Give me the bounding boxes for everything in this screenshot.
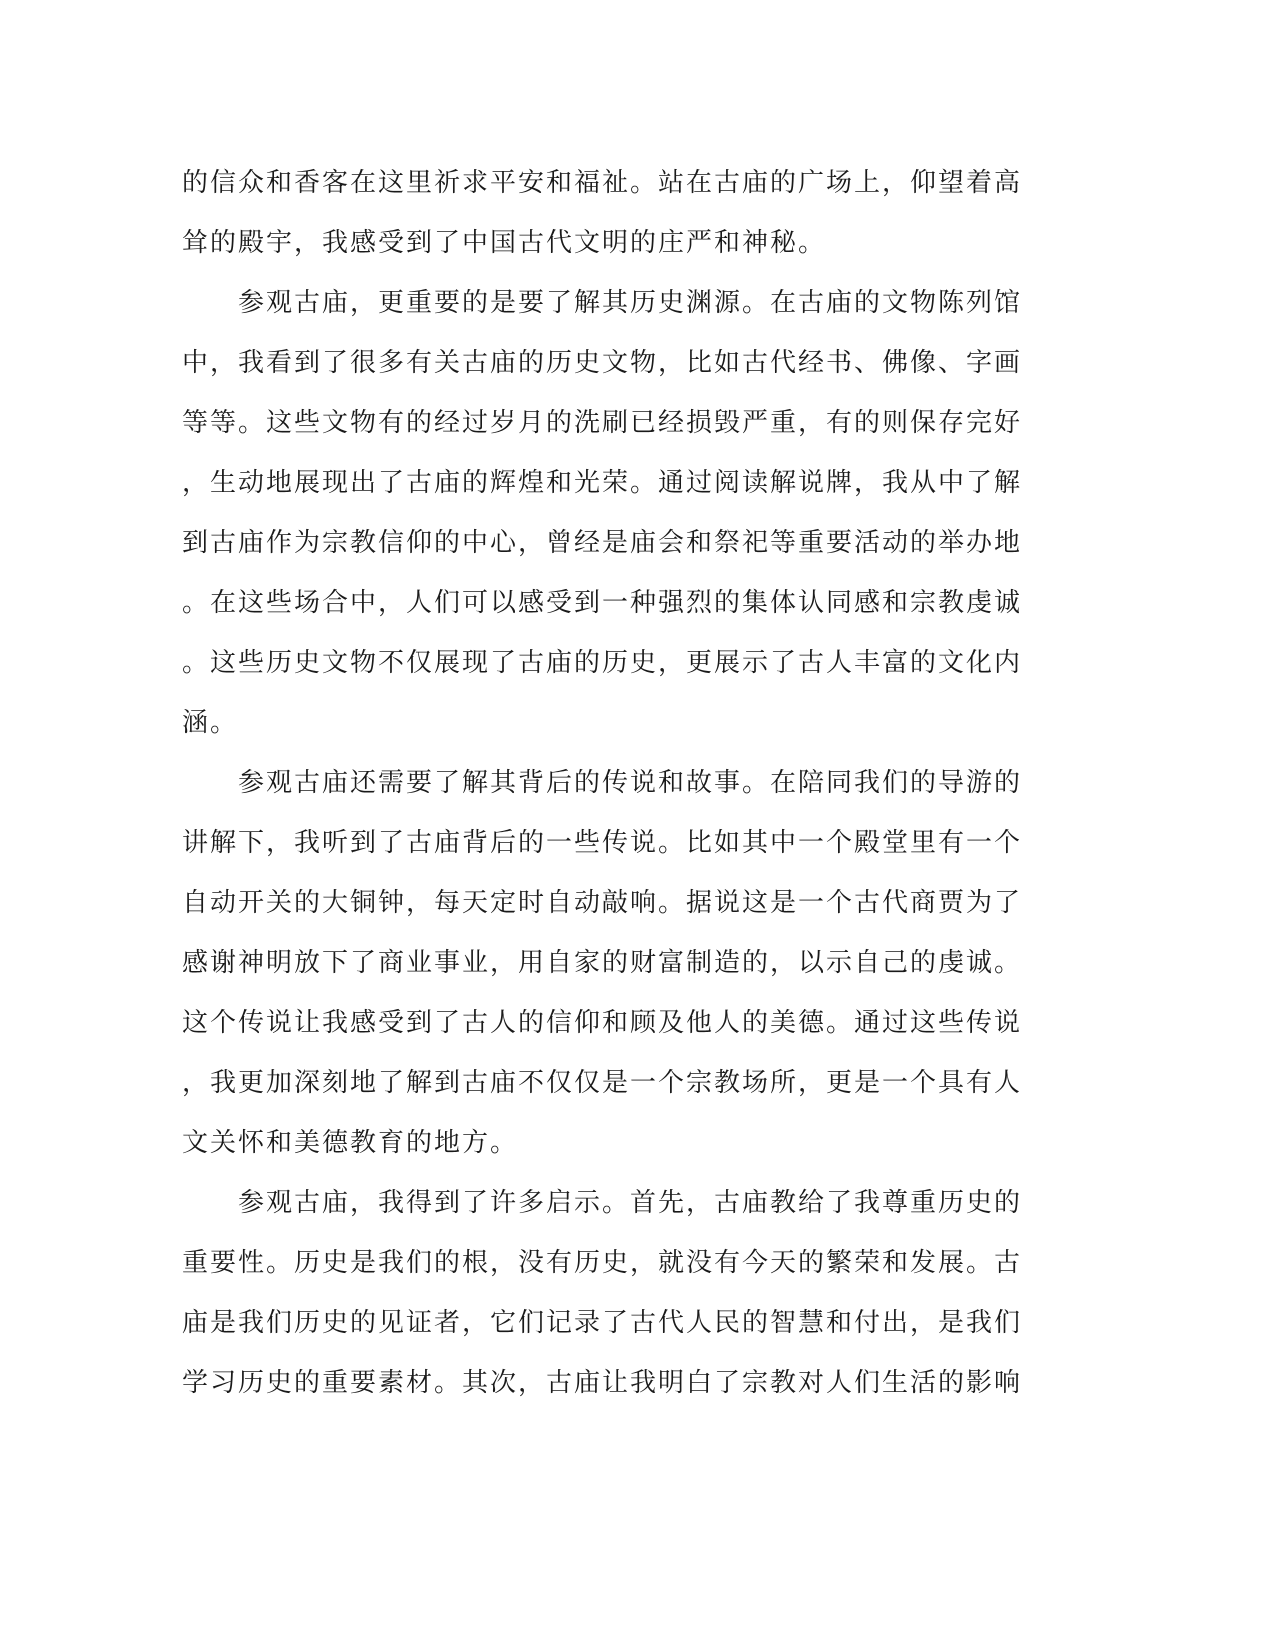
text-line: ，生动地展现出了古庙的辉煌和光荣。通过阅读解说牌，我从中了解 [182,468,1023,498]
text-line: 这个传说让我感受到了古人的信仰和顾及他人的美德。通过这些传说 [182,1008,1023,1038]
text-line: 等等。这些文物有的经过岁月的洗刷已经损毁严重，有的则保存完好 [182,408,1023,438]
text-line: ，我更加深刻地了解到古庙不仅仅是一个宗教场所，更是一个具有人 [182,1068,1023,1098]
text-line: 参观古庙，我得到了许多启示。首先，古庙教给了我尊重历史的 [182,1188,1023,1218]
text-line: 耸的殿宇，我感受到了中国古代文明的庄严和神秘。 [182,228,827,258]
text-line: 文关怀和美德教育的地方。 [182,1128,519,1158]
text-line: 。在这些场合中，人们可以感受到一种强烈的集体认同感和宗教虔诚 [182,588,1023,618]
text-line: 自动开关的大铜钟，每天定时自动敲响。据说这是一个古代商贾为了 [182,888,1023,918]
text-line: 到古庙作为宗教信仰的中心，曾经是庙会和祭祀等重要活动的举办地 [182,528,1023,558]
text-line: 。这些历史文物不仅展现了古庙的历史，更展示了古人丰富的文化内 [182,648,1023,678]
text-line: 参观古庙还需要了解其背后的传说和故事。在陪同我们的导游的 [182,768,1023,798]
text-line: 参观古庙，更重要的是要了解其历史渊源。在古庙的文物陈列馆 [182,288,1023,318]
text-line: 庙是我们历史的见证者，它们记录了古代人民的智慧和付出，是我们 [182,1308,1023,1338]
text-line: 学习历史的重要素材。其次，古庙让我明白了宗教对人们生活的影响 [182,1368,1023,1398]
text-line: 讲解下，我听到了古庙背后的一些传说。比如其中一个殿堂里有一个 [182,828,1023,858]
text-line: 中，我看到了很多有关古庙的历史文物，比如古代经书、佛像、字画 [182,348,1023,378]
text-line: 重要性。历史是我们的根，没有历史，就没有今天的繁荣和发展。古 [182,1248,1023,1278]
text-line: 涵。 [182,708,239,738]
body-text [182,153,1042,1413]
text-line: 感谢神明放下了商业事业，用自家的财富制造的，以示自己的虔诚。 [182,948,1023,978]
text-line: 的信众和香客在这里祈求平安和福祉。站在古庙的广场上，仰望着高 [182,168,1023,198]
